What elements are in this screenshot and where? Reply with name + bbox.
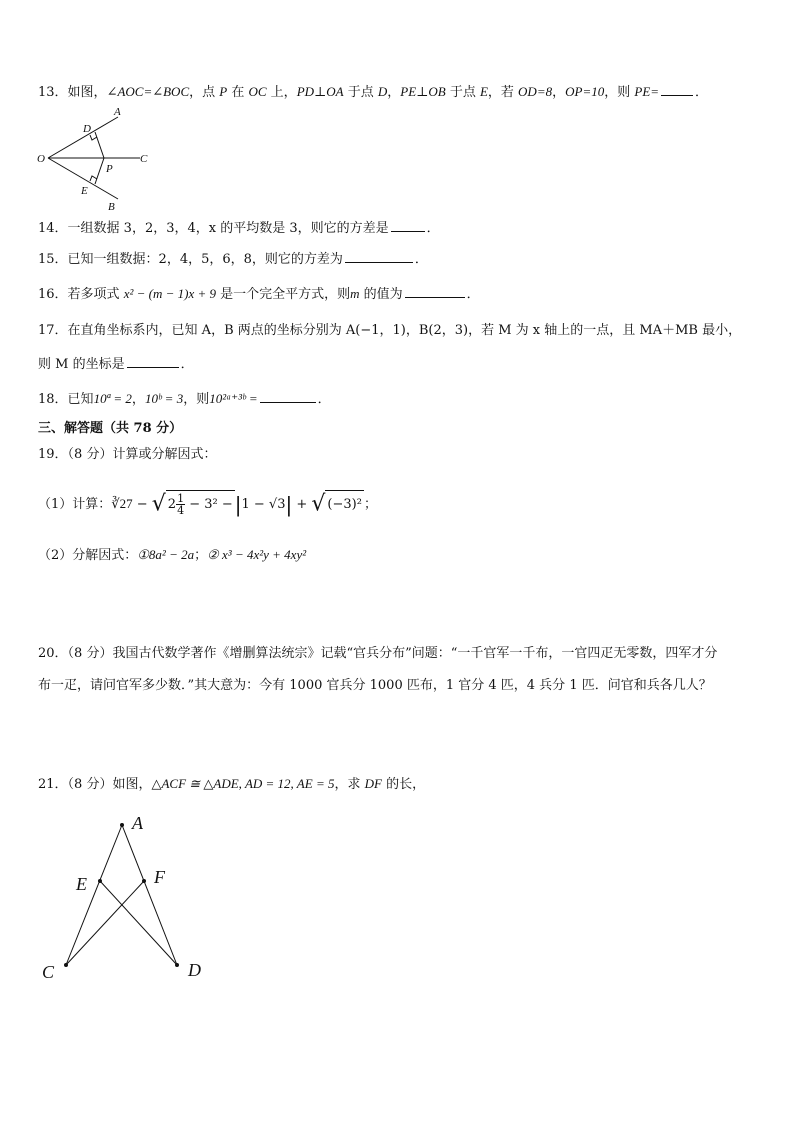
q13-label-e: E: [81, 185, 88, 197]
q20-text-line2: 布一疋，请问官军多少数．”其大意为：今有 1000 官兵分 1000 匹布，1 官分 4 匹，4 兵分 1 匹．问官和兵各几人？: [38, 678, 712, 693]
q20-score: （8 分）: [67, 646, 113, 661]
q19-operator: − 3² −: [185, 497, 233, 512]
section-heading: 三、解答题（共 78 分）: [38, 421, 183, 436]
q19-stem: 计算或分解因式：: [112, 447, 217, 462]
question-16: [38, 285, 764, 304]
q13-angle-equality: ∠AOC=∠BOC: [106, 84, 190, 99]
q13-segment-pe: [95, 158, 104, 184]
q13-text: 在: [227, 85, 249, 100]
q13-text: 于点: [445, 85, 480, 100]
q14-text: 一组数据 3，2，3，4，x 的平均数是 3，则它的方差是: [67, 221, 389, 236]
q14-answer-blank[interactable]: [391, 219, 425, 232]
q21-text: 如图，: [112, 777, 152, 792]
q16-polynomial: x² − (m − 1)x + 9: [123, 286, 216, 301]
q18-condition-a: 10ª = 2: [93, 391, 132, 406]
q21-label-d: D: [188, 960, 201, 980]
q18-answer-blank[interactable]: [260, 390, 316, 403]
q13-text: 于点: [343, 85, 378, 100]
q18-expression: 10²ᵃ⁺³ᵇ =: [209, 391, 258, 406]
q13-point-p: P: [219, 84, 228, 99]
q19-factor-b: ② x³ − 4x²y + 4xy²: [207, 547, 307, 562]
q13-pe-label: PE=: [634, 84, 660, 99]
q13-point-e: E: [479, 84, 488, 99]
q13-text: ，则: [604, 85, 635, 100]
abs-bar-icon: |: [234, 492, 242, 517]
q17-number: 17．: [38, 323, 68, 338]
q13-label-o: O: [37, 153, 45, 165]
q21-label-f: F: [154, 867, 165, 887]
q21-label-e: E: [76, 874, 87, 894]
q13-ray-oc: OC: [248, 84, 267, 99]
q19-part2-label: （2）分解因式：: [38, 548, 138, 563]
question-18: [38, 390, 764, 409]
q13-end: ．: [695, 85, 709, 100]
q19-part1-label: （1）计算：: [38, 497, 112, 512]
q19-fraction: [176, 493, 185, 516]
question-21: [38, 775, 764, 794]
q16-end: ．: [466, 287, 480, 302]
question-17-cont: [38, 355, 764, 374]
q21-point-e: [98, 879, 102, 883]
q21-number: 21．: [38, 777, 68, 792]
q21-segment-df: DF: [364, 776, 382, 791]
q21-text: ，求: [334, 777, 365, 792]
question-13: [38, 83, 764, 102]
q19-sqrt-square: (−3)²: [325, 490, 364, 519]
question-17: [38, 322, 764, 340]
q19-fraction-denominator: 4: [177, 504, 185, 517]
q13-op-value: OP=10: [565, 84, 605, 99]
q15-number: 15．: [38, 252, 68, 267]
q14-number: 14．: [38, 221, 68, 236]
q16-number: 16．: [38, 287, 68, 302]
q13-text: ，点: [189, 85, 220, 100]
q21-point-c: [64, 963, 68, 967]
q16-variable-m: m: [350, 286, 360, 301]
q21-score: （8 分）: [67, 777, 113, 792]
question-20-cont: [38, 677, 764, 695]
q19-separator: ；: [194, 548, 208, 563]
q17-answer-blank[interactable]: [127, 355, 179, 368]
q21-point-f: [142, 879, 146, 883]
q13-text: 如图，: [67, 85, 107, 100]
q15-text: 已知一组数据：2，4，5，6，8，则它的方差为: [67, 252, 343, 267]
q13-pe-perp-ob: PE⊥OB: [400, 84, 446, 99]
q18-separator: ，: [131, 392, 145, 407]
q19-end: ；: [363, 497, 377, 512]
sqrt-icon: √: [151, 491, 166, 517]
q17-text-line1: 在直角坐标系内，已知 A，B 两点的坐标分别为 A(−1，1)，B(2，3)，若 M 为 x 轴上的一点，且 MA＋MB 最小，: [67, 323, 742, 338]
q19-integer-part: 2: [167, 497, 177, 512]
q18-end: ．: [317, 392, 331, 407]
q14-end: ．: [426, 221, 440, 236]
q16-text: 的值为: [359, 287, 403, 302]
q19-factor-a: ①8a² − 2a: [137, 547, 195, 562]
q21-segment-ad: [122, 825, 177, 965]
q18-number: 18．: [38, 392, 68, 407]
q21-point-d: [175, 963, 179, 967]
q19-cube-root: ∛27: [111, 496, 133, 511]
q16-text: 是一个完全平方式，则: [216, 287, 351, 302]
q21-text: 的长，: [381, 777, 426, 792]
q13-label-c: C: [140, 153, 148, 165]
q18-text: 已知: [67, 392, 94, 407]
q13-label-b: B: [108, 201, 115, 213]
q16-text: 若多项式: [67, 287, 124, 302]
q13-number: 13．: [38, 85, 68, 100]
q18-condition-b: 10ᵇ = 3: [144, 391, 184, 406]
q13-segment-pd: [95, 132, 104, 158]
q17-end: ．: [180, 357, 194, 372]
q21-congruence: △ACF ≅ △ADE, AD = 12, AE = 5: [151, 776, 335, 791]
q19-score: （8 分）: [67, 447, 113, 462]
question-15: [38, 250, 764, 269]
q20-text-line1: 我国古代数学著作《增删算法统宗》记载“官兵分布”问题：“一千官军一千布，一官四疋无零数，四军才分: [112, 646, 718, 661]
sqrt-icon: √: [311, 491, 326, 517]
q15-end: ．: [414, 252, 428, 267]
question-19: [38, 446, 764, 464]
q19-part1: [38, 490, 764, 519]
q19-number: 19．: [38, 447, 68, 462]
q13-label-d: D: [83, 123, 91, 135]
question-20: [38, 645, 764, 663]
q13-od-value: OD=8: [518, 84, 553, 99]
q13-label-a: A: [114, 106, 121, 118]
q19-sqrt-mixed-number: [166, 490, 235, 519]
q13-text: 上，: [266, 85, 297, 100]
q16-answer-blank[interactable]: [405, 285, 465, 298]
q13-answer-blank[interactable]: [661, 83, 693, 96]
q17-text-line2: 则 M 的坐标是: [38, 357, 125, 372]
q21-segment-de: [100, 881, 177, 965]
q18-text: ，则: [183, 392, 210, 407]
q19-fraction-numerator: 1: [177, 492, 185, 505]
abs-bar-icon: |: [285, 492, 293, 517]
q19-operator: +: [292, 497, 312, 512]
q21-label-a: A: [132, 813, 143, 833]
q21-segment-ac: [66, 825, 122, 965]
q21-label-c: C: [42, 962, 55, 982]
q13-label-p: P: [106, 163, 113, 175]
q13-text: ，: [387, 85, 401, 100]
q21-point-a: [120, 823, 124, 827]
q21-figure: [36, 808, 216, 988]
q15-answer-blank[interactable]: [345, 250, 413, 263]
q13-pd-perp-oa: PD⊥OA: [296, 84, 344, 99]
q19-part2: [38, 546, 764, 565]
q13-text: ，若: [487, 85, 519, 100]
q19-operator: −: [132, 497, 152, 512]
q13-figure: [34, 103, 164, 213]
q20-number: 20．: [38, 646, 68, 661]
q13-point-d: D: [377, 84, 388, 99]
q13-text: ，: [552, 85, 566, 100]
q19-abs-value: 1 − √3: [241, 497, 286, 512]
question-14: [38, 219, 764, 238]
